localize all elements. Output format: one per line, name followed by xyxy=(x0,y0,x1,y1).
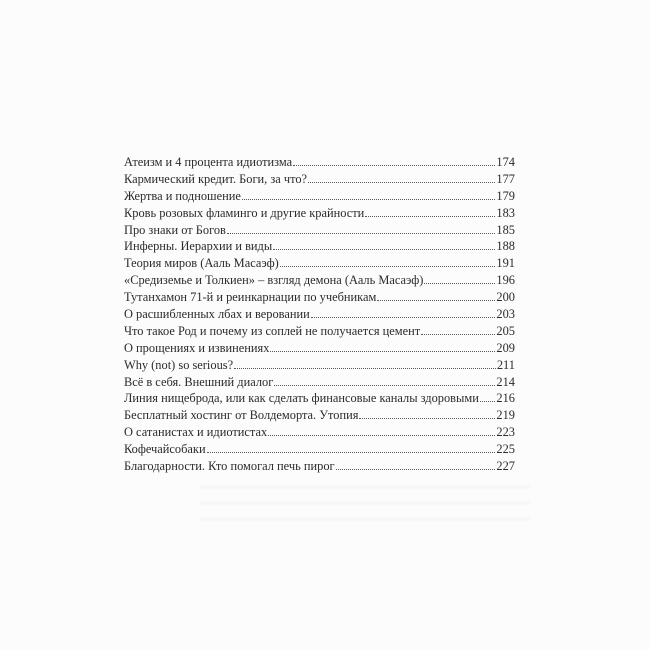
toc-entry-title: Тутанхамон 71-й и реинкарнации по учебникам xyxy=(124,290,377,305)
toc-entry xyxy=(124,323,515,340)
toc-entry-page: 188 xyxy=(496,239,515,254)
toc-entry xyxy=(124,357,515,374)
toc-entry-title: О сатанистах и идиотистах xyxy=(124,425,268,440)
toc-entry xyxy=(124,171,515,188)
toc-entry xyxy=(124,188,515,205)
toc-leader-dots xyxy=(270,350,495,352)
toc-leader-dots xyxy=(480,400,496,402)
toc-entry-title: О расшибленных лбах и веровании xyxy=(124,307,310,322)
table-of-contents xyxy=(124,154,515,475)
toc-entry-page: 214 xyxy=(496,374,515,389)
toc-entry xyxy=(124,255,515,272)
toc-entry-page: 191 xyxy=(496,256,515,271)
toc-entry-title: «Средиземье и Толкиен» – взгляд демона (Ааль Масаэф) xyxy=(124,273,424,288)
toc-entry-title: Всё в себя. Внешний диалог xyxy=(124,374,274,389)
toc-entry-page: 179 xyxy=(496,188,515,203)
show-through-text xyxy=(200,478,530,528)
toc-entry-title: Бесплатный хостинг от Волдеморта. Утопия xyxy=(124,408,359,423)
toc-entry-title: Что такое Род и почему из соплей не получается цемент xyxy=(124,323,421,338)
toc-leader-dots xyxy=(280,265,496,267)
toc-entry-page: 203 xyxy=(496,307,515,322)
toc-entry xyxy=(124,238,515,255)
toc-entry-title: Инферны. Иерархии и виды xyxy=(124,239,273,254)
toc-entry xyxy=(124,222,515,239)
toc-leader-dots xyxy=(207,451,496,453)
toc-entry-title: Жертва и подношение xyxy=(124,188,241,203)
toc-entry xyxy=(124,458,515,475)
toc-entry-title: Теория миров (Ааль Масаэф) xyxy=(124,256,279,271)
toc-entry-title: Благодарности. Кто помогал печь пирог xyxy=(124,459,335,474)
toc-entry-page: 225 xyxy=(496,442,515,457)
toc-entry-page: 205 xyxy=(496,323,515,338)
toc-entry-page: 177 xyxy=(496,171,515,186)
toc-leader-dots xyxy=(311,316,496,318)
toc-entry xyxy=(124,306,515,323)
toc-entry-page: 211 xyxy=(496,357,515,372)
toc-leader-dots xyxy=(234,367,496,369)
toc-entry-title: Кровь розовых фламинго и другие крайности xyxy=(124,205,365,220)
toc-entry-title: Кофечайсобаки xyxy=(124,442,206,457)
toc-entry-title: Линия нищеброда, или как сделать финансовые каналы здоровыми xyxy=(124,391,479,406)
toc-leader-dots xyxy=(365,215,495,217)
toc-entry-title: Про знаки от Богов xyxy=(124,222,226,237)
toc-entry xyxy=(124,374,515,391)
toc-entry-page: 209 xyxy=(496,340,515,355)
toc-leader-dots xyxy=(359,417,495,419)
toc-leader-dots xyxy=(274,384,495,386)
toc-entry-page: 185 xyxy=(496,222,515,237)
toc-entry-page: 227 xyxy=(496,459,515,474)
toc-entry-page: 223 xyxy=(496,425,515,440)
toc-entry-page: 219 xyxy=(496,408,515,423)
toc-entry-page: 174 xyxy=(496,155,515,169)
toc-entry xyxy=(124,424,515,441)
toc-entry xyxy=(124,205,515,222)
toc-entry xyxy=(124,441,515,458)
toc-entry-title: О прощениях и извинениях xyxy=(124,340,270,355)
toc-leader-dots xyxy=(424,282,495,284)
toc-leader-dots xyxy=(421,333,495,335)
toc-entry-title: Атеизм и 4 процента идиотизма xyxy=(124,155,293,169)
toc-entry-title: Why (not) so serious? xyxy=(124,357,234,372)
toc-entry xyxy=(124,407,515,424)
toc-entry-page: 216 xyxy=(496,391,515,406)
toc-entry xyxy=(124,154,515,171)
toc-leader-dots xyxy=(227,232,496,234)
toc-leader-dots xyxy=(308,181,495,183)
toc-leader-dots xyxy=(273,248,495,250)
toc-entry-page: 183 xyxy=(496,205,515,220)
toc-entry xyxy=(124,340,515,357)
toc-entry-page: 200 xyxy=(496,290,515,305)
toc-leader-dots xyxy=(336,468,496,470)
toc-leader-dots xyxy=(293,164,495,166)
toc-entry xyxy=(124,272,515,289)
toc-leader-dots xyxy=(242,198,496,200)
toc-entry-title: Кармический кредит. Боги, за что? xyxy=(124,171,308,186)
toc-leader-dots xyxy=(268,434,495,436)
toc-entry xyxy=(124,289,515,306)
toc-entry-page: 196 xyxy=(496,273,515,288)
toc-leader-dots xyxy=(377,299,495,301)
toc-entry xyxy=(124,390,515,407)
